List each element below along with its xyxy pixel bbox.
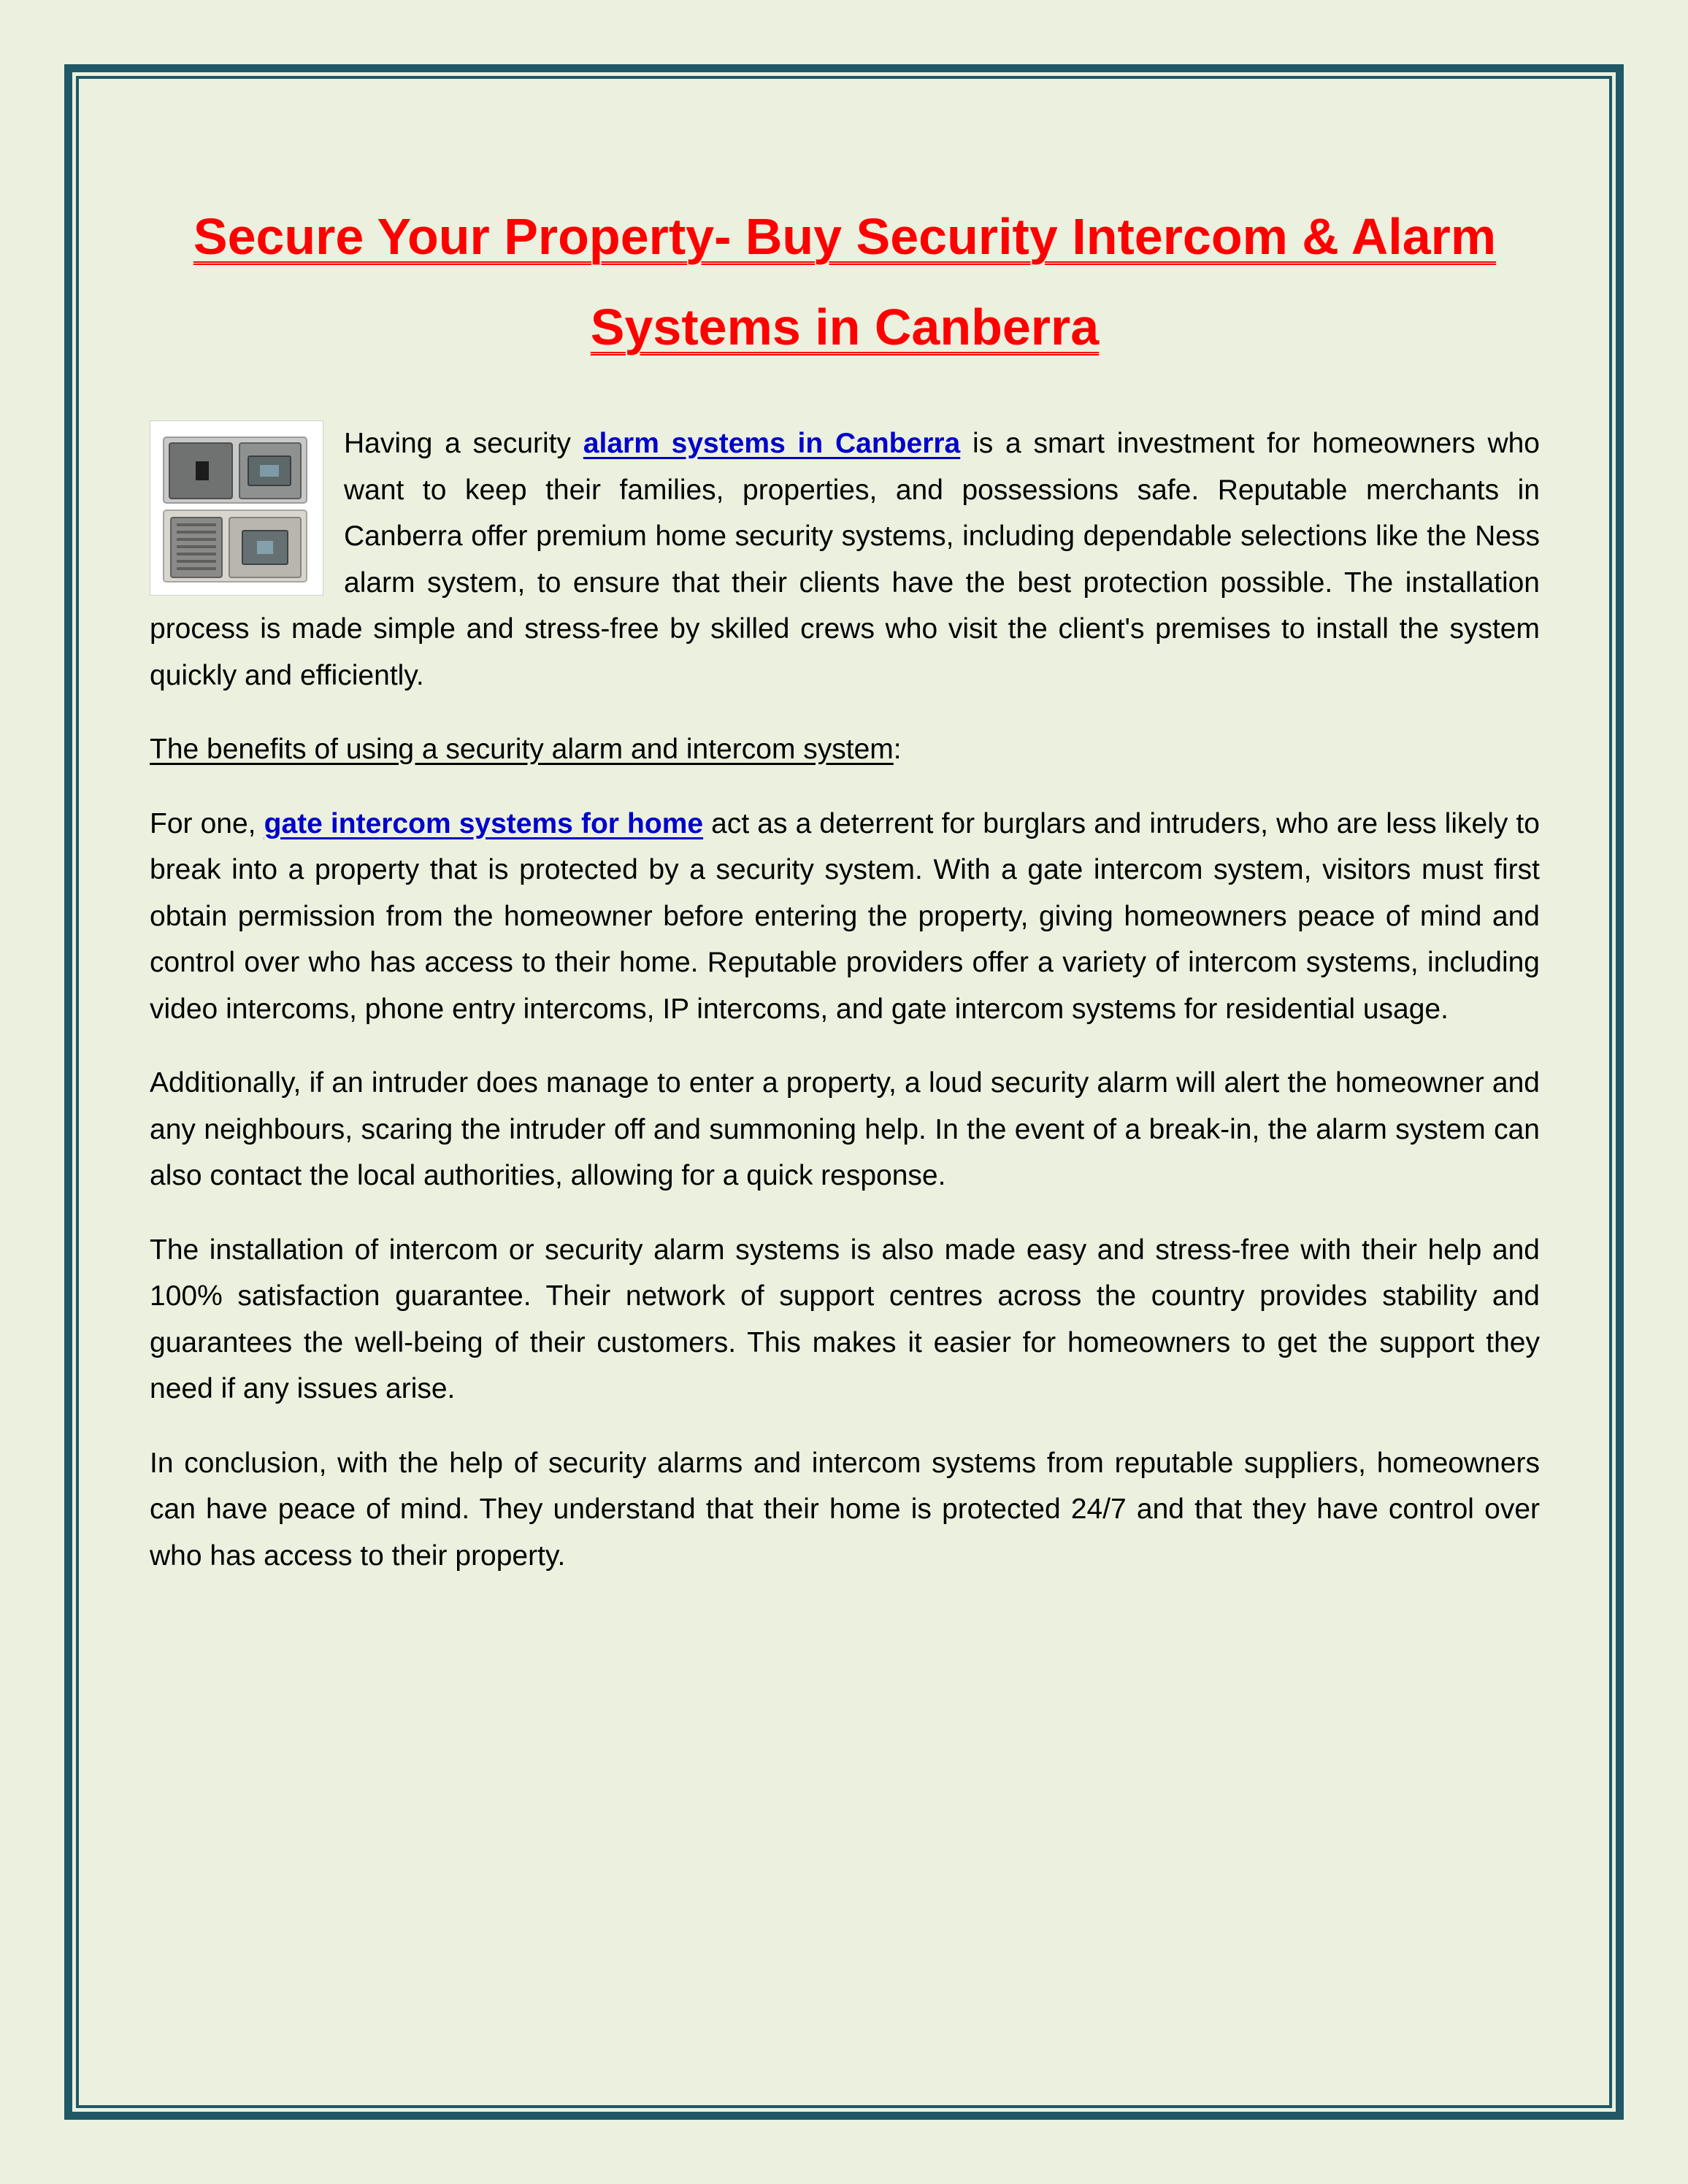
intro-paragraph [150, 420, 1540, 699]
top-intercom-panel [164, 437, 307, 503]
gate-text-end: act as a deterrent for burglars and intruders, who are less likely to break into a property that is protected by a security system. With a gate intercom system, visitors must first obtain permission from the homeowner before entering the property, giving homeowners peace of mind and control over who has access to their home. Reputable providers offer a variety of intercom systems, including video intercoms, phone entry intercoms, IP intercoms, and gate intercom systems for residential usage. [150, 807, 1540, 1025]
installation-paragraph: The installation of intercom or security alarm systems is also made easy and stress-free with their help and 100% satisfaction guarantee. Their network of support centres across the country provides stability and guarantees the well-being of their customers. This makes it easier for homeowners to get the support they need if any issues arise. [150, 1234, 1540, 1404]
gate-intercom-systems-link[interactable]: gate intercom systems for home [264, 807, 704, 839]
document-body [150, 191, 1540, 1607]
alarm-systems-canberra-link[interactable]: alarm systems in Canberra [583, 428, 961, 459]
benefits-heading [150, 726, 1540, 773]
intercom-panels-image [150, 420, 323, 596]
gate-text-start: For one, [150, 807, 264, 839]
conclusion-paragraph: In conclusion, with the help of security alarms and intercom systems from reputable suppliers, homeowners can have peace of mind. They understand that their home is protected 24/7 and that they have control over who has access to their property. [150, 1447, 1540, 1572]
benefits-heading-text: The benefits of using a security alarm and intercom system [150, 734, 894, 765]
page-title: Secure Your Property- Buy Security Intercom & Alarm Systems in Canberra [193, 208, 1497, 355]
intro-text-start: Having a security [344, 428, 583, 459]
bottom-intercom-panel [164, 510, 307, 582]
additionally-paragraph: Additionally, if an intruder does manage to enter a property, a loud security alarm will alert the homeowner and any neighbours, scaring the intruder off and summoning help. In the event of a break-in, the alarm system can also contact the local authorities, allowing for a quick response. [150, 1067, 1540, 1191]
intro-text-end: is a smart investment for homeowners who want to keep their families, properties, and possessions safe. Reputable merchants in Canberra offer premium home security systems, including dependable selections like the Ness alarm system, to ensure that their clients have the best protection possible. The installation process is made simple and stress-free by skilled crews who visit the client's premises to install the system quickly and efficiently. [150, 428, 1541, 691]
gate-intercom-paragraph [150, 801, 1540, 1033]
benefits-heading-colon: : [893, 734, 902, 765]
